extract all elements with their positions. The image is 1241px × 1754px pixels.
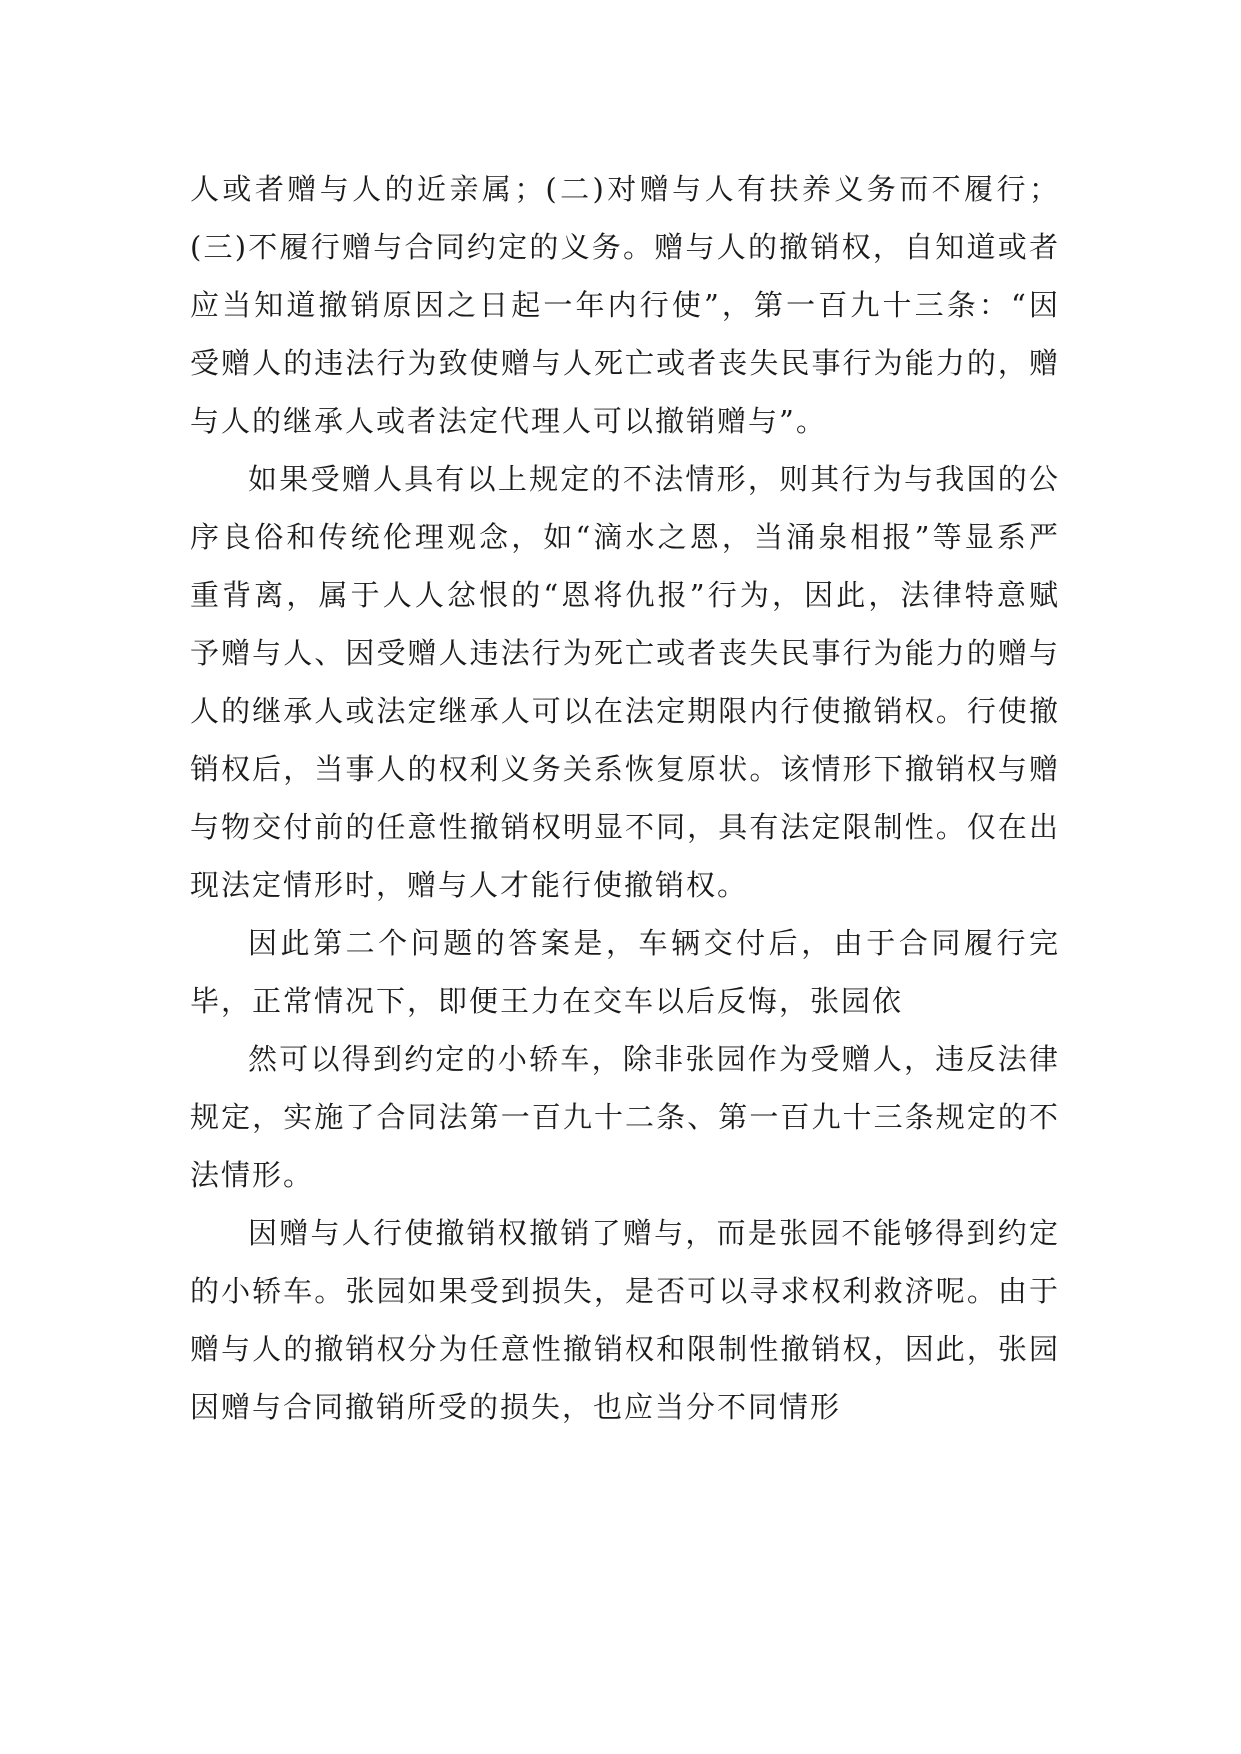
paragraph-3: 因此第二个问题的答案是，车辆交付后，由于合同履行完毕，正常情况下，即便王力在交车以后反悔，张园依 <box>190 926 1060 1018</box>
paragraph-2: 如果受赠人具有以上规定的不法情形，则其行为与我国的公序良俗和传统伦理观念，如“滴水之恩，当涌泉相报”等显系严重背离，属于人人忿恨的“恩将仇报”行为，因此，法律特意赋予赠与人、因受赠人违法行为死亡或者丧失民事行为能力的赠与人的继承人或法定继承人可以在法定期限内行使撤销权。行使撤销权后，当事人的权利义务关系恢复原状。该情形下撤销权与赠与物交付前的任意性撤销权明显不同，具有法定限制性。仅在出现法定情形时，赠与人才能行使撤销权。 <box>190 462 1060 902</box>
paragraph-4: 然可以得到约定的小轿车，除非张园作为受赠人，违反法律规定，实施了合同法第一百九十二条、第一百九十三条规定的不法情形。 <box>190 1042 1060 1192</box>
paragraph-1: 人或者赠与人的近亲属；(二)对赠与人有扶养义务而不履行；(三)不履行赠与合同约定的义务。赠与人的撤销权，自知道或者应当知道撤销原因之日起一年内行使”，第一百九十三条：“因受赠人的违法行为致使赠与人死亡或者丧失民事行为能力的，赠与人的继承人或者法定代理人可以撤销赠与”。 <box>190 172 1060 438</box>
paragraph-5: 因赠与人行使撤销权撤销了赠与，而是张园不能够得到约定的小轿车。张园如果受到损失，是否可以寻求权利救济呢。由于赠与人的撤销权分为任意性撤销权和限制性撤销权，因此，张园因赠与合同撤销所受的损失，也应当分不同情形 <box>190 1216 1060 1424</box>
document-body <box>190 160 1060 1436</box>
